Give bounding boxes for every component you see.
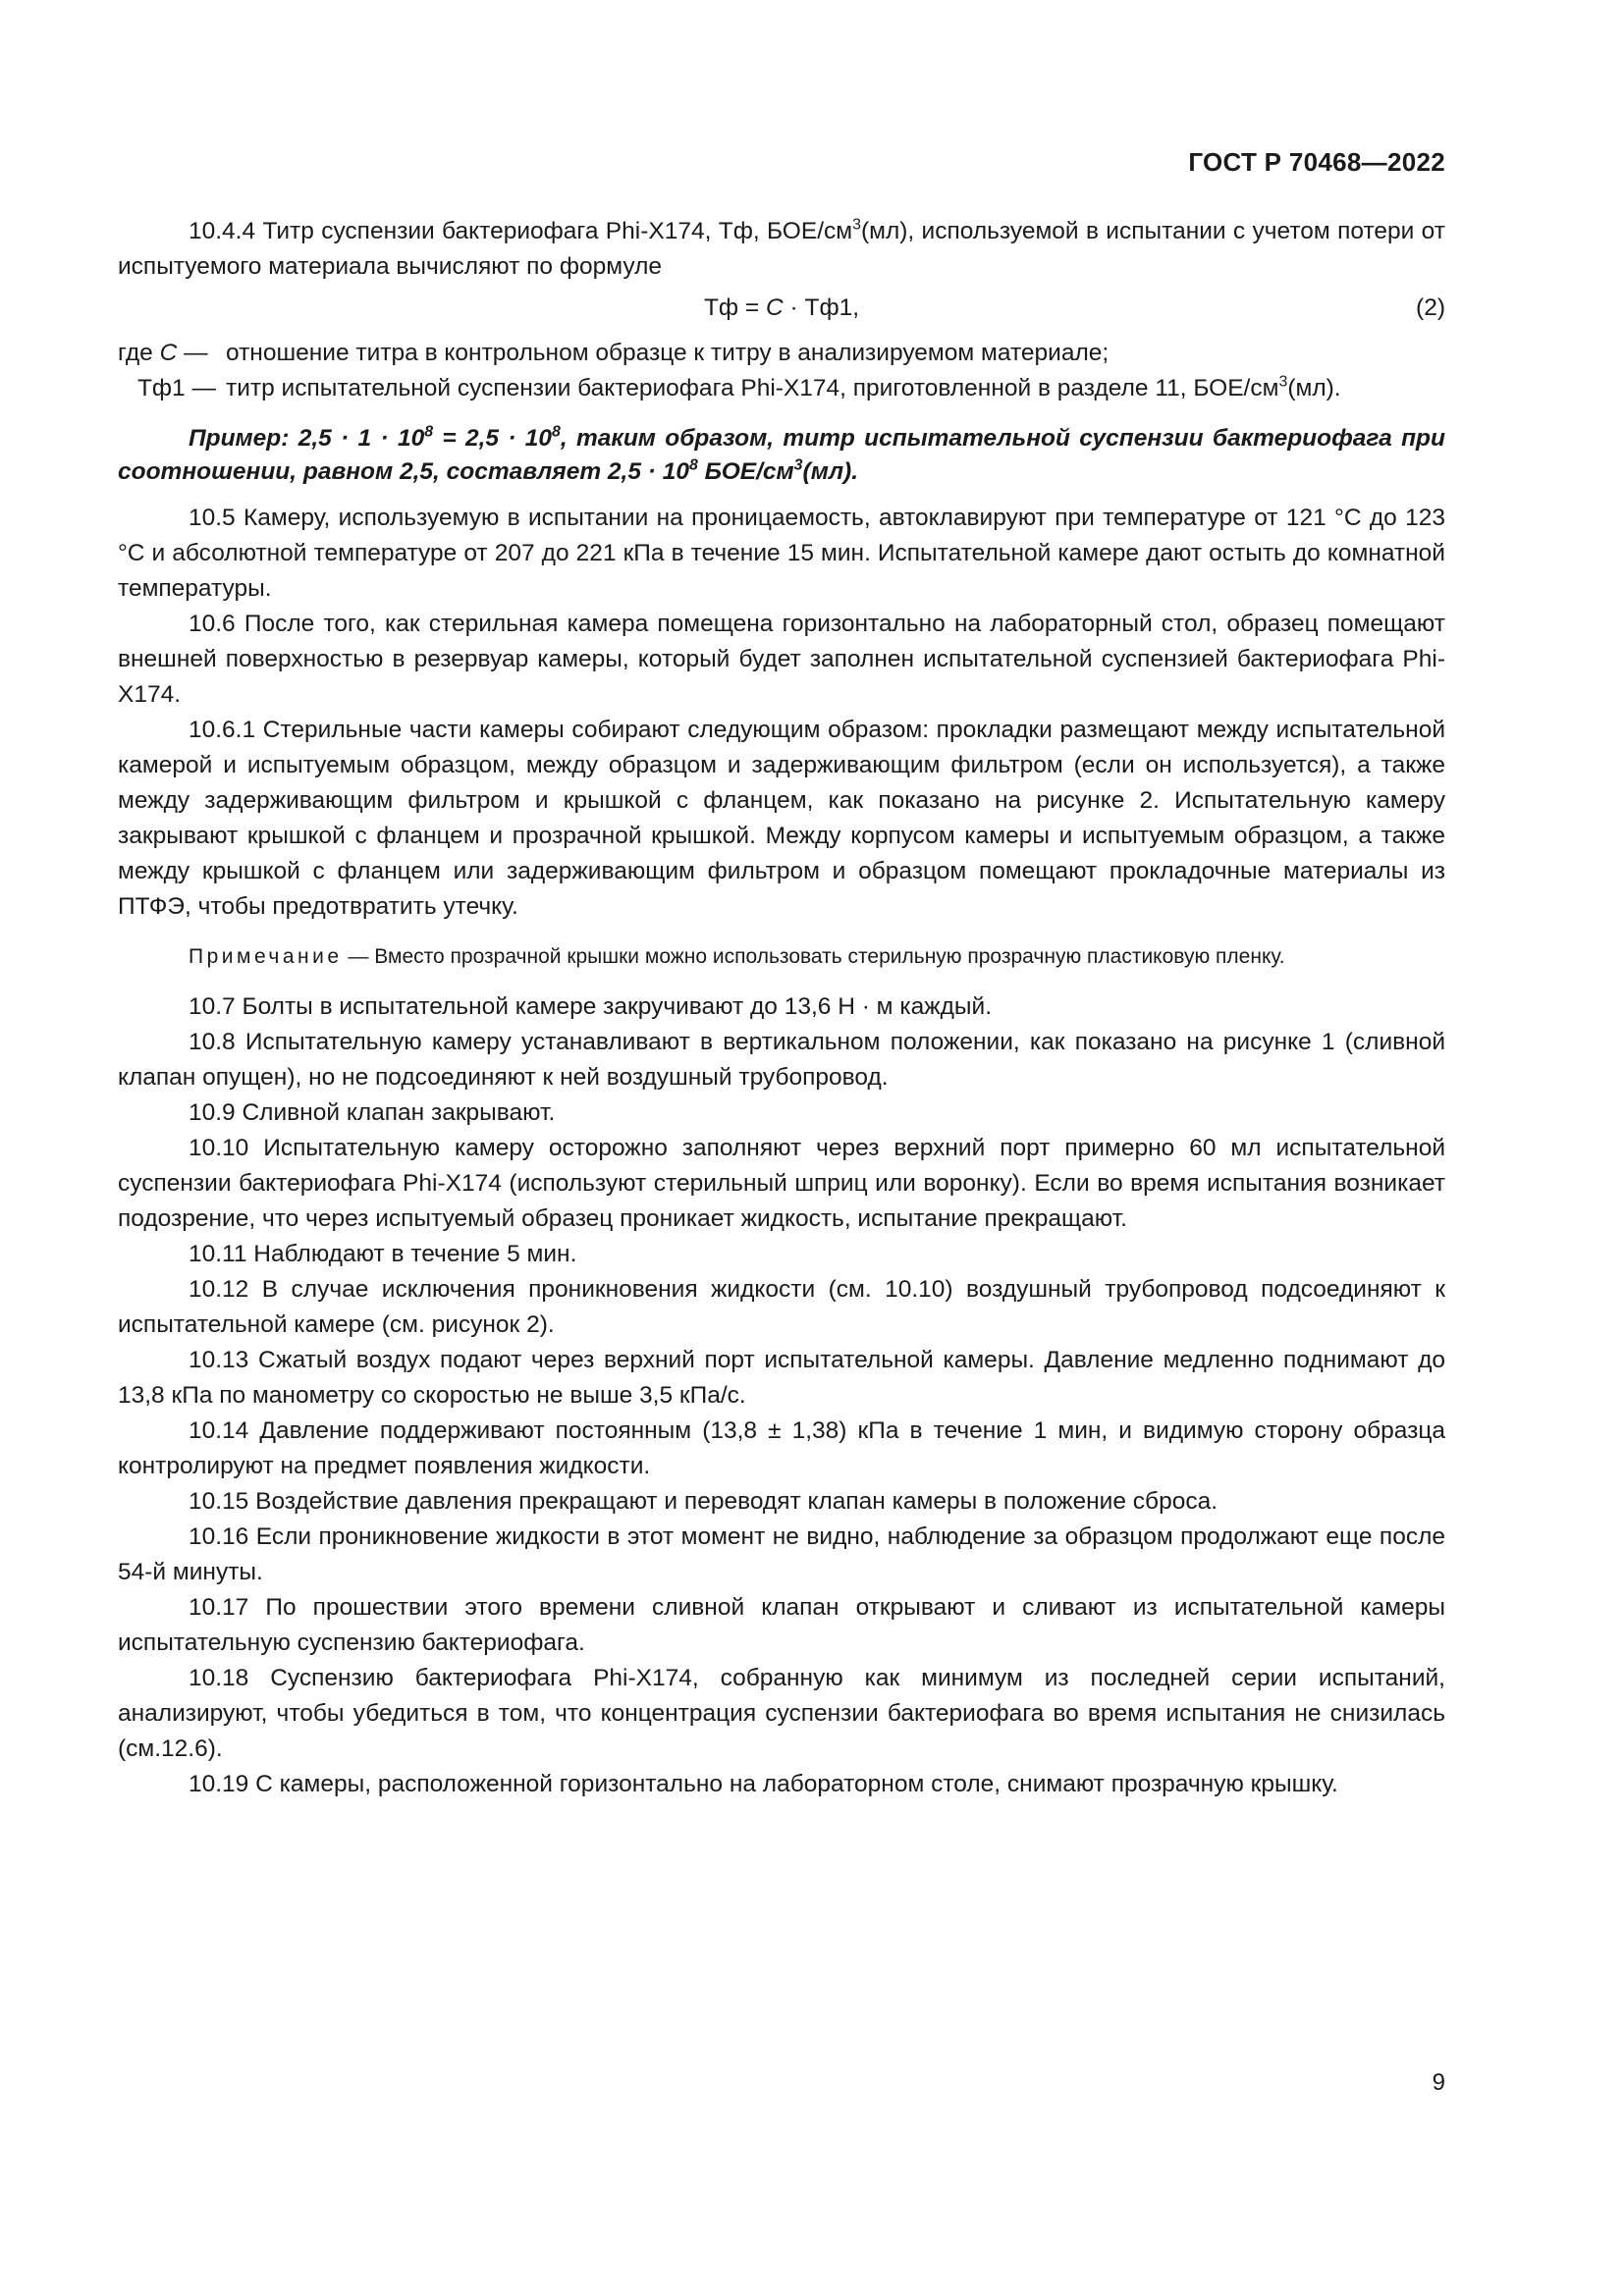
document-page	[118, 0, 1445, 2296]
text-run: 10.4.4 Титр суспензии бактериофага Phi-X174, Тф, БОЕ/см	[189, 218, 853, 244]
superscript: 3	[793, 456, 803, 474]
where-symbol: Тф1 —	[136, 375, 216, 401]
text-run: БОЕ/см	[697, 458, 794, 485]
document-body	[118, 214, 1445, 1802]
paragraph-10-15: 10.15 Воздействие давления прекращают и переводят клапан камеры в положение сброса.	[189, 1488, 1218, 1515]
superscript: 3	[852, 216, 861, 234]
formula-rhs: · Тф1,	[783, 294, 860, 321]
where-row-c	[118, 336, 1445, 371]
note-label: Примечание	[189, 945, 343, 968]
where-symbol	[118, 336, 226, 371]
where-description: отношение титра в контрольном образце к титру в анализируемом материале;	[226, 340, 1110, 366]
where-prefix: где	[118, 340, 160, 366]
paragraph-10-17: 10.17 По прошествии этого времени сливной клапан открывают и сливают из испытательной камеры испытательную суспензию бактериофага.	[118, 1594, 1445, 1656]
where-dash: —	[177, 340, 208, 366]
paragraph-10-9: 10.9 Сливной клапан закрывают.	[189, 1099, 556, 1126]
superscript: 8	[424, 423, 434, 441]
document-header-id: ГОСТ Р 70468—2022	[1188, 147, 1445, 177]
text-run: , таким образом, титр испытательной суспензии бактериофага при соотношении, равном 2,5, составляет 2,5 · 10	[118, 425, 1445, 485]
text-run: Пример: 2,5 · 1 · 10	[189, 425, 425, 452]
page-number: 9	[1432, 2069, 1445, 2096]
formula-expression	[118, 291, 1445, 326]
formula-lhs: Тф =	[703, 294, 766, 321]
paragraph-10-7: 10.7 Болты в испытательной камере закручивают до 13,6 Н · м каждый.	[189, 993, 992, 1020]
paragraph-10-4-4	[118, 214, 1445, 285]
where-row-tf1	[118, 371, 1445, 406]
paragraph-10-6-1: 10.6.1 Стерильные части камеры собирают следующим образом: прокладки размещают между испытательной камерой и испытуемым образцом, между образцом и задерживающим фильтром (если он используется), а также между задерживающим фильтром и крышкой с фланцем, как показано на рисунке 2. Испытательную камеру закрывают крышкой с фланцем и прозрачной крышкой. Между корпусом камеры и испытуемым образцом, а также между крышкой с фланцем или задерживающим фильтром и образцом помещают прокладочные материалы из ПТФЭ, чтобы предотвратить утечку.	[118, 717, 1445, 920]
example-paragraph	[118, 422, 1445, 489]
formula-number: (2)	[1416, 294, 1445, 321]
formula-var-c: C	[766, 294, 784, 321]
paragraph-10-12: 10.12 В случае исключения проникновения жидкости (см. 10.10) воздушный трубопровод подсоединяют к испытательной камере (см. рисунок 2).	[118, 1276, 1445, 1338]
paragraph-10-5: 10.5 Камеру, используемую в испытании на проницаемость, автоклавируют при температуре от 121 °С до 123 °С и абсолютной температуре от 207 до 221 кПа в течение 15 мин. Испытательной камере дают остыть до комнатной температуры.	[118, 505, 1445, 602]
text-run: титр испытательной суспензии бактериофага Phi-X174, приготовленной в разделе 11, БОЕ/см	[226, 375, 1279, 401]
text-run: = 2,5 · 10	[433, 425, 553, 452]
where-var: C	[159, 340, 178, 366]
note-paragraph	[118, 942, 1445, 972]
paragraph-10-10: 10.10 Испытательную камеру осторожно заполняют через верхний порт примерно 60 мл испытательной суспензии бактериофага Phi-X174 (используют стерильный шприц или воронку). Если во время испытания возникает подозрение, что через испытуемый образец проникает жидкость, испытание прекращают.	[118, 1135, 1445, 1232]
formula-2	[118, 285, 1445, 336]
paragraph-10-14: 10.14 Давление поддерживают постоянным (13,8 ± 1,38) кПа в течение 1 мин, и видимую сторону образца контролируют на предмет появления жидкости.	[118, 1417, 1445, 1479]
paragraph-10-19: 10.19 С камеры, расположенной горизонтально на лабораторном столе, снимают прозрачную крышку.	[189, 1771, 1338, 1797]
where-description	[226, 371, 1445, 406]
superscript: 8	[689, 456, 698, 474]
text-run: (мл).	[802, 458, 859, 485]
paragraph-10-18: 10.18 Суспензию бактериофага Phi-X174, собранную как минимум из последней серии испытаний, анализируют, чтобы убедиться в том, что концентрация суспензии бактериофага во время испытания не снизилась (см.12.6).	[118, 1665, 1445, 1762]
note-text: — Вместо прозрачной крышки можно использовать стерильную прозрачную пластиковую пленку.	[342, 945, 1285, 968]
paragraph-10-13: 10.13 Сжатый воздух подают через верхний порт испытательной камеры. Давление медленно поднимают до 13,8 кПа по манометру со скоростью не выше 3,5 кПа/с.	[118, 1347, 1445, 1409]
text-run: (мл).	[1287, 375, 1341, 401]
paragraph-10-8: 10.8 Испытательную камеру устанавливают в вертикальном положении, как показано на рисунке 1 (сливной клапан опущен), но не подсоединяют к ней воздушный трубопровод.	[118, 1029, 1445, 1091]
superscript: 8	[552, 423, 561, 441]
paragraph-10-6: 10.6 После того, как стерильная камера помещена горизонтально на лабораторный стол, образец помещают внешней поверхностью в резервуар камеры, который будет заполнен испытательной суспензией бактериофага Phi-X174.	[118, 611, 1445, 708]
superscript: 3	[1278, 373, 1288, 391]
paragraph-10-11: 10.11 Наблюдают в течение 5 мин.	[189, 1241, 577, 1267]
paragraph-10-16: 10.16 Если проникновение жидкости в этот момент не видно, наблюдение за образцом продолжают еще после 54-й минуты.	[118, 1523, 1445, 1585]
text-run: (мл), используемой в испытании с учетом потери от испытуемого материала вычисляют по формуле	[118, 218, 1445, 280]
